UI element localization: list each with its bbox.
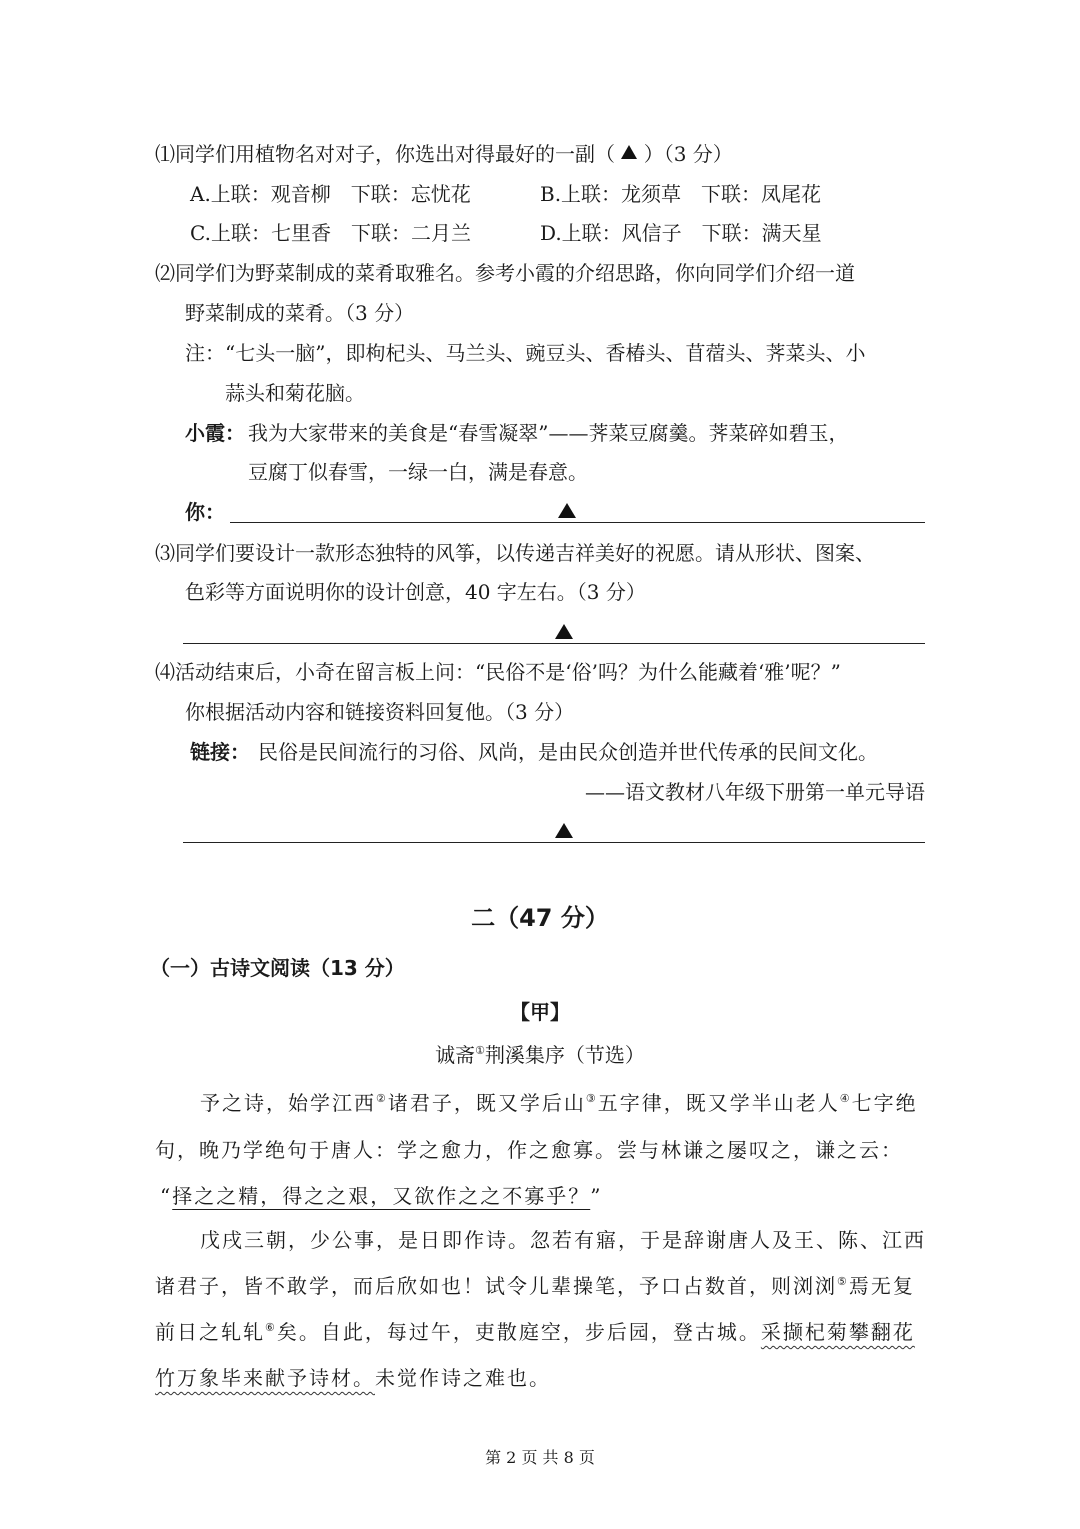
subsection-title: （一）古诗文阅读（13 分） bbox=[150, 956, 405, 980]
q4-line1: ⑷活动结束后，小奇在留言板上问：“民俗不是‘俗’吗？为什么能藏着‘雅’呢？” bbox=[155, 660, 841, 684]
answer-triangle-icon bbox=[555, 823, 573, 838]
passage-p2-line4: 竹万象毕来献予诗材。未觉作诗之难也。 bbox=[155, 1366, 551, 1390]
q1-option-d: D.上联：风信子 下联：满天星 bbox=[540, 221, 822, 245]
q3-line1: ⑶同学们要设计一款形态独特的风筝，以传递吉祥美好的祝愿。请从形状、图案、 bbox=[155, 541, 875, 565]
answer-triangle-icon bbox=[621, 145, 637, 159]
passage-p2-line1: 戊戌三朝，少公事，是日即作诗。忽若有寤，于是辞谢唐人及王、陈、江西 bbox=[200, 1228, 926, 1252]
q1-option-a: A.上联：观音柳 下联：忘忧花 bbox=[190, 182, 471, 206]
answer-triangle-icon bbox=[558, 503, 576, 518]
answer-triangle-icon bbox=[555, 624, 573, 639]
answer-line-q3[interactable] bbox=[183, 643, 925, 644]
xiaoxia-text-line1: 我为大家带来的美食是“春雪凝翠”——荠菜豆腐羹。荠菜碎如碧玉， bbox=[248, 421, 849, 445]
link-text: 民俗是民间流行的习俗、风尚，是由民众创造并世代传承的民间文化。 bbox=[258, 740, 878, 764]
link-source: ——语文教材八年级下册第一单元导语 bbox=[585, 780, 925, 804]
answer-line-q4[interactable] bbox=[183, 842, 925, 843]
page-footer: 第 2 页 共 8 页 bbox=[485, 1448, 595, 1467]
q2-line1: ⑵同学们为野菜制成的菜肴取雅名。参考小霞的介绍思路，你向同学们介绍一道 bbox=[155, 261, 855, 285]
xiaoxia-text-line2: 豆腐丁似春雪，一绿一白，满是春意。 bbox=[248, 460, 588, 484]
q1-option-c: C.上联：七里香 下联：二月兰 bbox=[190, 221, 471, 245]
q2-note-line2: 蒜头和菊花脑。 bbox=[225, 381, 365, 405]
you-label: 你： bbox=[185, 500, 225, 524]
q2-note-line1: 注：“七头一脑”，即枸杞头、马兰头、豌豆头、香椿头、苜蓿头、荠菜头、小 bbox=[185, 341, 866, 365]
answer-line-q2[interactable] bbox=[230, 522, 925, 523]
passage-p2-line3: 前日之轧轧⑥矣。自此，每过午，吏散庭空，步后园，登古城。采撷杞菊攀翻花 bbox=[155, 1320, 915, 1344]
xiaoxia-label: 小霞： bbox=[185, 421, 245, 445]
q1-prompt: ⑴同学们用植物名对对子，你选出对得最好的一副（ ）（3 分） bbox=[155, 142, 733, 166]
q3-line2: 色彩等方面说明你的设计创意，40 字左右。（3 分） bbox=[185, 580, 646, 604]
passage-p2-line2: 诸君子，皆不敢学，而后欣如也！试令儿辈操笔，予口占数首，则浏浏⑤焉无复 bbox=[155, 1274, 915, 1298]
wavy-underlined-text: 采撷杞菊攀翻花 bbox=[760, 1320, 915, 1344]
passage-p1-line2: 句，晚乃学绝句于唐人：学之愈力，作之愈寡。尝与林谦之屡叹之，谦之云： bbox=[155, 1138, 903, 1162]
jia-label: 【甲】 bbox=[510, 1000, 570, 1024]
underlined-quote: 择之之精，得之之艰，又欲作之之不寡乎？ bbox=[172, 1184, 591, 1208]
q4-line2: 你根据活动内容和链接资料回复他。（3 分） bbox=[185, 700, 575, 724]
link-label: 链接： bbox=[190, 740, 250, 764]
poem-title: 诚斋①荆溪集序（节选） bbox=[435, 1043, 645, 1067]
section-title: 二（47 分） bbox=[471, 904, 609, 932]
passage-p1-line1: 予之诗，始学江西②诸君子，既又学后山③五字律，既又学半山老人④七字绝 bbox=[200, 1091, 918, 1115]
passage-p1-line3: “择之之精，得之之艰，又欲作之之不寡乎？” bbox=[160, 1184, 603, 1208]
q2-line2: 野菜制成的菜肴。（3 分） bbox=[185, 301, 415, 325]
wavy-underlined-text: 竹万象毕来献予诗材。 bbox=[155, 1366, 375, 1390]
q1-option-b: B.上联：龙须草 下联：凤尾花 bbox=[540, 182, 822, 206]
